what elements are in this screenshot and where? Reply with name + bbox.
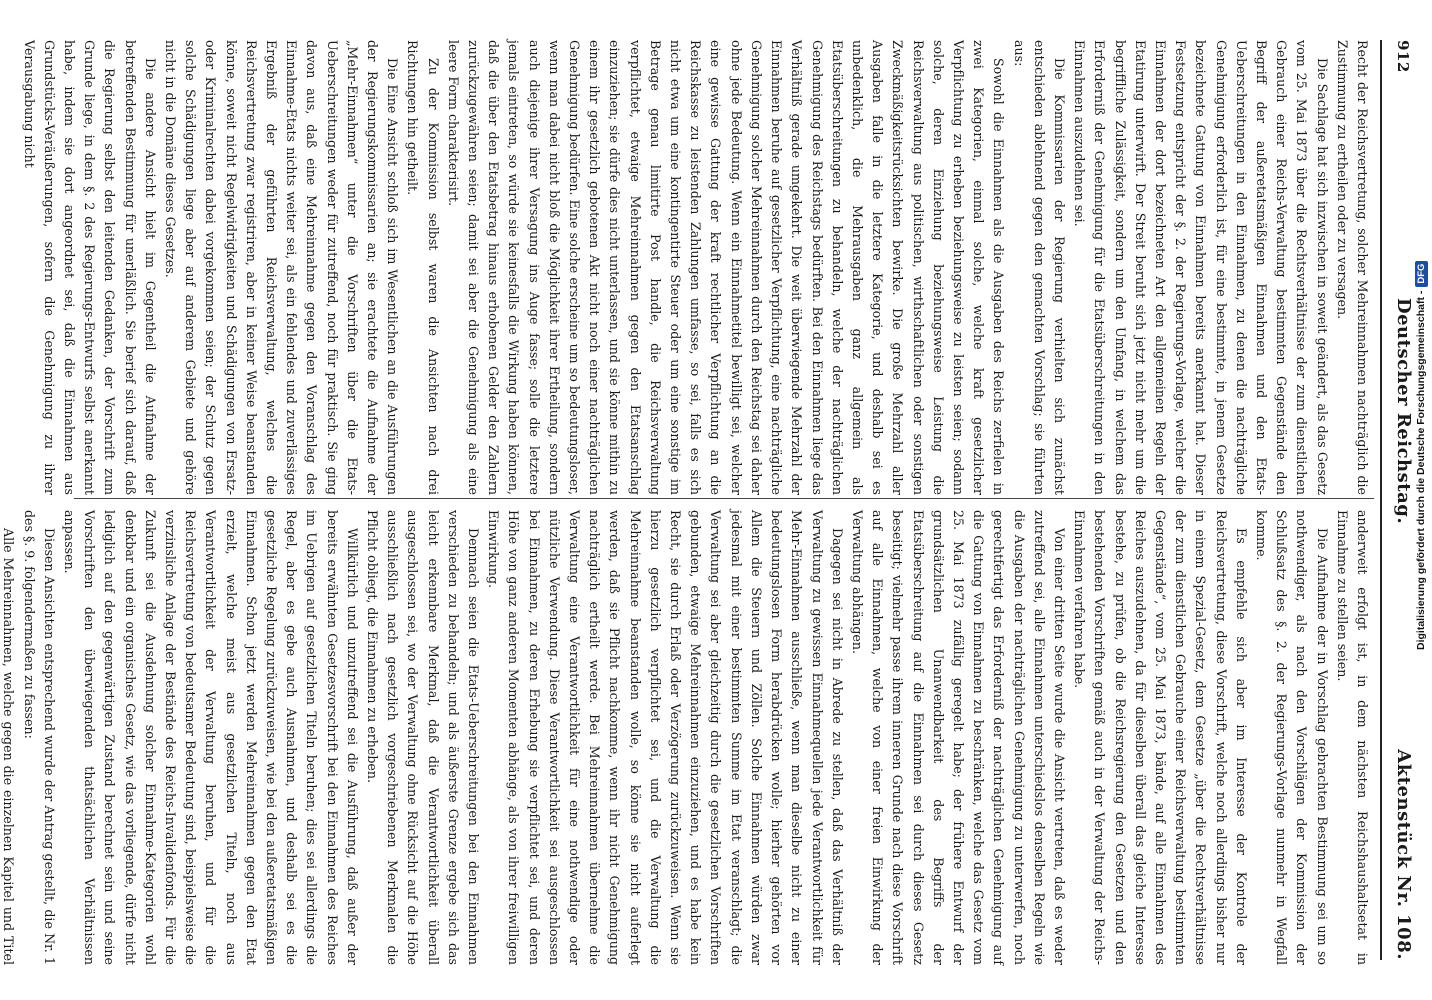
paragraph: Alle Mehreinnahmen, welche gegen die einzelnen Kapitel und Titel (1, 528, 17, 965)
paragraph: Von einer dritten Seite wurde die Ansicht vertreten, daß es weder zutreffend sei, alle Einnahmen unterschiedslos denselben Regeln wie die Ausgaben der nachträglichen Genehmigung zu unterwerfen, noch gerechtfertigt das Erforderniß der nachträglichen Genehmigung auf die Gattung von Einnahmen zu beschränken, welche das Gesetz vom 25. Mai 1873 zufällig geregelt habe; der frühere Entwurf der grundsätzlichen Unanwendbarkeit des Begriffs der Etatsüberschreitung auf die Einnahmen sei durch dieses Gesetz beseitigt; vielmehr passe ihrem inneren Grunde nach diese Vorschrift auf alle Einnahmen, welche von einer freien Einwirkung der Verwaltung abhängen. (849, 510, 1067, 965)
paragraph: Die Aufnahme der in Vorschlag gebrachten Bestimmung sei um so nothwendiger, als nach den Vorschlägen der Kommission der Schlußsatz des §. 2. der Regierungs-Vorlage nunmehr in Wegfall komme. (1253, 510, 1330, 965)
paragraph: Diesen Ansichten entsprechend wurde der Antrag gestellt, die Nr. 1 des §. 9. folgendermaßen zu fassen: (21, 510, 57, 965)
document-number: Aktenstück Nr. 108. (1393, 749, 1414, 960)
paragraph: Willkürlich und unzutreffend sei die Ausführung, daß außer der bereits erwähnten Gesetzesvorschrift bei den Einnahmen des Reiches im Uebrigen auf gesetzlichen Titeln beruhen; dies sei allerdings die Regel, aber es gebe auch Ausnahmen, und deshalb sei es die gesetzliche Regelung zurückzuweisen, wie bei den außeretatsmäßigen Einnahmen. Schon jetzt werden Mehreinnahmen gegen den Etat erzielt, welche meist aus gesetzlichen Titeln, noch aus Verantwortlichkeit der Verwaltung beruhen, und für die Reichsvertretung von bedeutsamer Bedeutung sind, beispielsweise die verzinsliche Anlage der Bestände des Reichs-Invalidenfonds. Für die Zukunft sei die Ausdehnung solcher Einnahme-Kategorien wohl denkbar und ein organisches Gesetz, wie das vorliegende, dürfe nicht lediglich auf den gegenwärtigen Zustand berechnet sein und seine Vorschriften den überwiegenden thatsächlichen Verhältnissen anpassen. (62, 510, 360, 965)
header-rule (1380, 40, 1382, 960)
running-head (1388, 40, 1414, 960)
page-number: 912 (1394, 40, 1412, 73)
paragraph: Recht der Reichsvertretung, solcher Mehreinnahmen nachträglich die Zustimmung zu ertheilen oder zu versagen. (1334, 40, 1370, 495)
column-divider (74, 498, 1374, 499)
paragraph: Die Eine Ansicht schloß sich im Wesentlichen an die Ausführungen der Regierungskommissarien an; sie erachtete die Aufnahme der „Mehr-Einnahmen“ unter die Vorschriften über die Etats-Ueberschreitungen weder für zutreffend, noch für praktisch. Sie ging davon aus, daß eine Mehreinnahme gegen den Voranschlag des Einnahme-Etats nichts weiter sei, als ein fehlendes und zuverlässiges Ergebniß der geführten Reichsverwaltung, welches die Reichsvertretung zwar registriren, aber in keiner Weise beanstanden könne, soweit nicht Regelwidrigkeiten und Schädigungen von Ersatz- oder Kriminalrechten dabei vorgekommen seien; der Schutz gegen solche Schädigungen liege aber auf anderem Gebiete und gehöre nicht in die Domäne dieses Gesetzes. (163, 40, 401, 495)
paragraph: Dagegen sei nicht in Abrede zu stellen, daß das Verhältniß der Verwaltung zu gewissen Einnahmequellen jede Verantwortlichkeit für Mehr-Einnahmen ausschließe, wenn man dieselbe nicht zu einer bedeutungslosen Form herabdrücken wolle; hierher gehörten vor Allem die Steuern und Zöllen. Solche Einnahmen würden zwar jedesmal mit einer bestimmten Summe im Etat veranschlagt; die Verwaltung sei aber gleichzeitig durch die gesetzlichen Vorschriften gebunden, etwaige Mehreinnahmen einzuziehen, und es habe kein Recht, sie durch Erlaß oder Verzögerung zurückzuweisen. Wenn sie hierzu gesetzlich verpflichtet sei, und die Verwaltung die Mehreinnahme beanstanden wolle, so könne sie nicht auferlegt werden, daß sie Pflicht nachkomme, wenn ihr nicht Genehmigung nachträglich ertheilt werde. Bei Mehreinnahmen übernehme die Verwaltung eine Verantwortlichkeit für eine nothwendige oder nützliche Verwendung. Diese Verantwortlichkeit sei ausgeschlossen bei Einnahmen, zu deren Erhebung sie verpflichtet sei, und deren Höhe von ganz anderen Momenten abhänge, als von ihrer freiwilligen Einwirkung. (486, 510, 845, 965)
paragraph: Sowohl die Einnahmen als die Ausgaben des Reichs zerfielen in zwei Kategorien, einmal solche, welche kraft gesetzlicher Verpflichtung zu erheben beziehungsweise zu leisten seien; sodann solche, deren Einziehung beziehungsweise Leistung die Reichsverwaltung aus politischen, wirthschaftlichen oder sonstigen Zweckmäßigkeitsrücksichten bewirke. Die große Mehrzahl aller Ausgaben falle in die letztere Kategorie, und deshalb sei es unbedenklich, die Mehrausgaben ganz allgemein als Etatsüberschreitungen zu behandeln, welche der nachträglichen Genehmigung des Reichstags bedürften. Bei den Einnahmen liege das Verhältniß gerade umgekehrt. Die weit überwiegende Mehrzahl der Einnahmen beruhe auf gesetzlicher Verpflichtung, eine nachträgliche Genehmigung solcher Mehreinnahmen durch den Reichstag sei daher ohne jede Bedeutung. Wenn ein Einnahmetitel bewilligt sei, welcher eine gewisse Gattung der kraft rechtlicher Verpflichtung an die Reichskasse zu leistenden Zahlungen umfasse, so sei, falls es sich nicht etwa um eine kontingentirte Steuer oder um eine sonstige im Betrage genau limitirte Post handle, die Reichsverwaltung verpflichtet, etwaige Mehreinnahmen gegen den Etatsanschlag einzuziehen; sie dürfe dies nicht unterlassen, und sie könne mithin zu einem ihr gesetzlich gebotenen Akt nicht noch einer nachträglichen Genehmigung bedürfen. Eine solche erscheine um so bedeutungsloser, wenn man dabei nicht bloß die Möglichkeit ihrer Ertheilung, sondern auch diejenige ihrer Versagung ins Auge fasse; solle die letztere jemals eintreten, so würde sie keinesfalls die Wirkung haben können, daß die über den Etatsbetrag hinaus erhobenen Gelder den Zahlern zurückzugewähren seien; damit sei aber die Genehmigung als eine leere Form charakterisirt. (445, 40, 1007, 495)
paragraph: Zu der Kommission selbst waren die Ansichten nach drei Richtungen hin getheilt. (405, 40, 441, 495)
paragraph: Die Kommissarien der Regierung verhielten sich zunächst entschieden ablehnend gegen den gemachten Vorschlag; sie führten aus: (1011, 40, 1067, 495)
paragraph: Die andere Ansicht hielt im Gegentheil die Aufnahme der betreffenden Bestimmung für unerläßlich. Sie berief sich darauf, daß die Regierung selbst den leitenden Gedanken, der Vorschrift zum Grunde liege, in dem §. 2 des Regierungs-Entwurfs selbst anerkannt habe, indem sie dort angeordnet sei, daß die Einnahmen aus Grundstücks-Veräußerungen, sofern die Genehmigung zu ihrer Verausgabung nicht (21, 40, 158, 495)
digitization-credit (1414, 10, 1428, 650)
paragraph: Demnach seien die Etats-Ueberschreitungen bei den Einnahmen verschieden zu behandeln; und als äußerste Grenze ergebe sich das leicht erkennbare Merkmal, daß die Verantwortlichkeit überall ausgeschlossen sei, wo der Verwaltung ohne Rücksicht auf die Höhe ausschließlich nach gesetzlich vorgeschriebenen Merkmalen die Pflicht obliegt, die Einnahmen zu erheben. (365, 510, 482, 965)
paragraph: anderweit erfolgt ist, in dem nächsten Reichshaushaltsetat in Einnahme zu stellen seien. (1334, 510, 1370, 965)
text-column-left (21, 40, 1372, 495)
text-column-right (1, 510, 1372, 965)
dfg-logo: DFG (1415, 261, 1428, 287)
paragraph: Es empfehle sich aber im Interesse der Kontrole der Reichsvertretung, diese Vorschrift, welche noch allerdings bisher nur in einem Spezial-Gesetz, dem Gesetze „über die Rechtsverhältnisse der zum dienstlichen Gebrauche einer Reichsverwaltung bestimmten Gegenstände“, vom 25. Mai 1873, bände, auf alle Einnahmen des Reiches auszudehnen, da für dieselben überall das gleiche Interesse bestehe, zu prüfen, ob die Reichsregierung den Gesetzen und den bestehenden Vorschriften gemäß auch in der Verwaltung der Reichs-Einnahmen verfahren habe. (1072, 510, 1249, 965)
journal-title: Deutscher Reichstag. (1393, 298, 1414, 525)
credit-text: Digitalisierung gefördert durch die Deutsche Forschungsgemeinschaft - (1415, 290, 1427, 650)
paragraph: Die Sachlage hat sich inzwischen in soweit geändert, als das Gesetz vom 25. Mai 1873 über die Rechtsverhältnisse der zum dienstlichen Gebrauch einer Reichs-Verwaltung bestimmten Gegenstände den Begriff der außeretatsmäßigen Einnahmen und den Etats-Ueberschreitungen in den Einnahmen, zu denen die nachträgliche Genehmigung erforderlich ist, für eine bestimmte, in jenem Gesetze bezeichnete Gattung von Einnahmen bereits anerkannt hat. Dieser Festsetzung entspricht der §. 2. der Regierungs-Vorlage, welcher die Einnahmen der dort bezeichneten Art den allgemeinen Regeln der Etatirung unterwirft. Der Streit beruht sich jetzt nicht mehr um die begriffliche Zulässigkeit, sondern um den Umfang, in welchem das Erforderniß der Genehmigung für die Etatsüberschreitungen in den Einnahmen auszudehnen sei. (1072, 40, 1330, 495)
